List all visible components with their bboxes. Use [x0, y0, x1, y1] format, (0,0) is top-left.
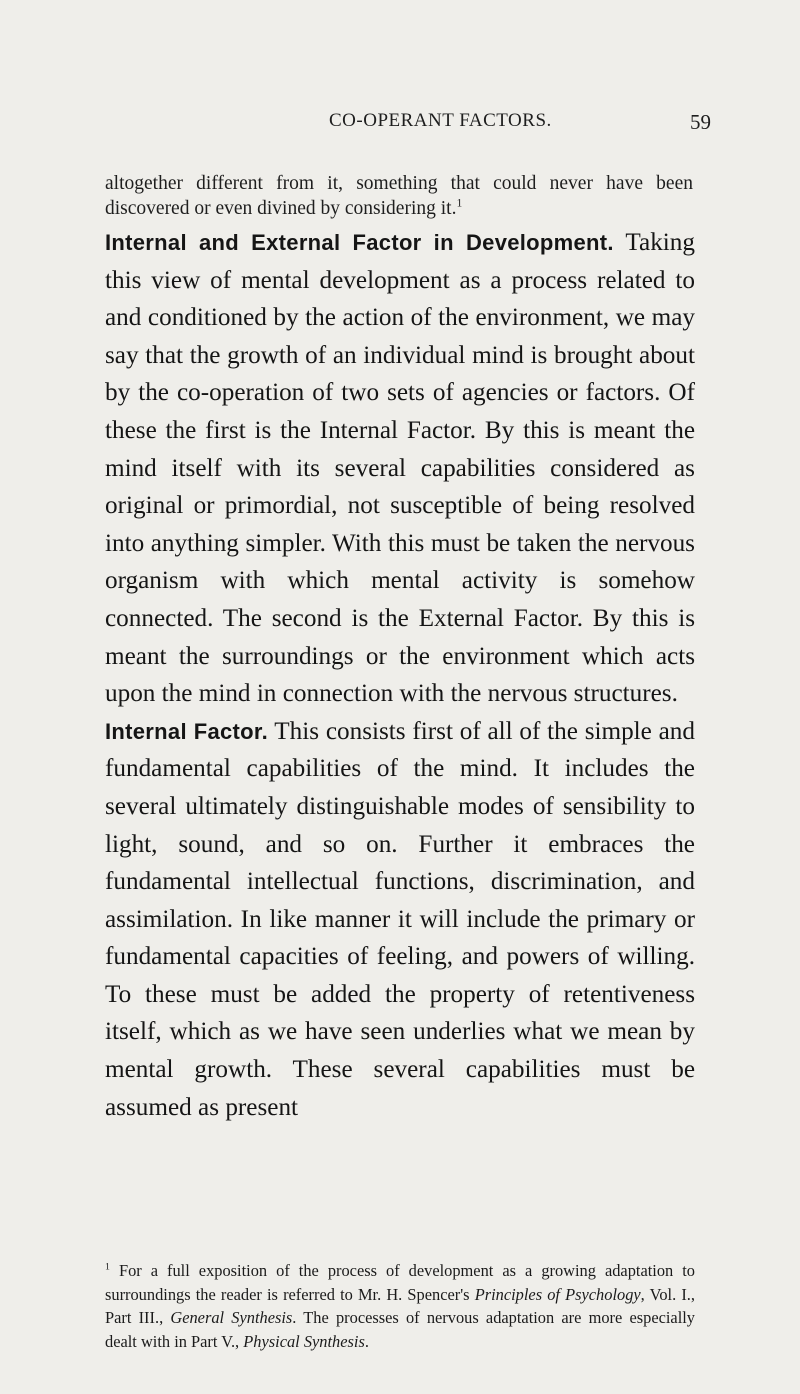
main-text: [105, 224, 695, 1126]
footnote-title-physical-synthesis: Physical Synthesis: [243, 1331, 365, 1351]
page-header: [0, 110, 800, 140]
section-heading-internal-external: Internal and External Factor in Development.: [105, 230, 614, 255]
footnote-text-3: . The processes of nervous adaptation are more especially dealt with in Part V.,: [105, 1308, 695, 1351]
section-internal-factor: [105, 713, 695, 1127]
footnote-marker: 1: [105, 1261, 110, 1273]
intro-text: altogether different from it, something that could never have been discovered or even divined by considering it.: [105, 173, 693, 219]
section-text-internal-external: Taking this view of mental development as a process related to and conditioned by the action of the environment, we may say that the growth of an individual mind is brought about by the co-operation of two sets of agencies or factors. Of these the first is the Internal Factor. By this is meant the mind itself with its several capabilities considered as original or primordial, not susceptible of being resolved into anything simpler. With this must be taken the nervous organism with which mental activity is somehow connected. The second is the External Factor. By this is meant the surroundings or the environment which acts upon the mind in connection with the nervous structures.: [105, 229, 695, 708]
footnote-reference: 1: [456, 196, 463, 210]
section-heading-internal-factor: Internal Factor.: [105, 718, 268, 744]
intro-paragraph: [105, 171, 693, 221]
footnote-title-principles: Principles of Psychology: [474, 1284, 641, 1304]
footnote-text-2: , Vol. I., Part III.,: [105, 1284, 695, 1327]
footnote-title-general-synthesis: General Synthesis: [170, 1308, 293, 1327]
footnote-text-1: For a full exposition of the process of development as a growing adaptation to surroundings the reader is referred to Mr. H. Spencer's: [105, 1261, 695, 1304]
footnote-text-4: .: [364, 1331, 369, 1351]
section-internal-external: [105, 224, 695, 713]
running-head: CO-OPERANT FACTORS.: [329, 110, 552, 131]
page-number: 59: [690, 110, 711, 134]
section-text-internal-factor: This consists first of all of the simple and fundamental capabilities of the mind. It includes the several ultimately distinguishable modes of sensibility to light, sound, and so on. Further it embraces the fundamental intellectual functions, discrimination, and assimilation. In like manner it will include the primary or fundamental capacities of feeling, and powers of willing. To these must be added the property of retentiveness itself, which as we have seen underlies what we mean by mental growth. These several capabilities must be assumed as present: [105, 717, 695, 1121]
footnote: [105, 1259, 695, 1353]
